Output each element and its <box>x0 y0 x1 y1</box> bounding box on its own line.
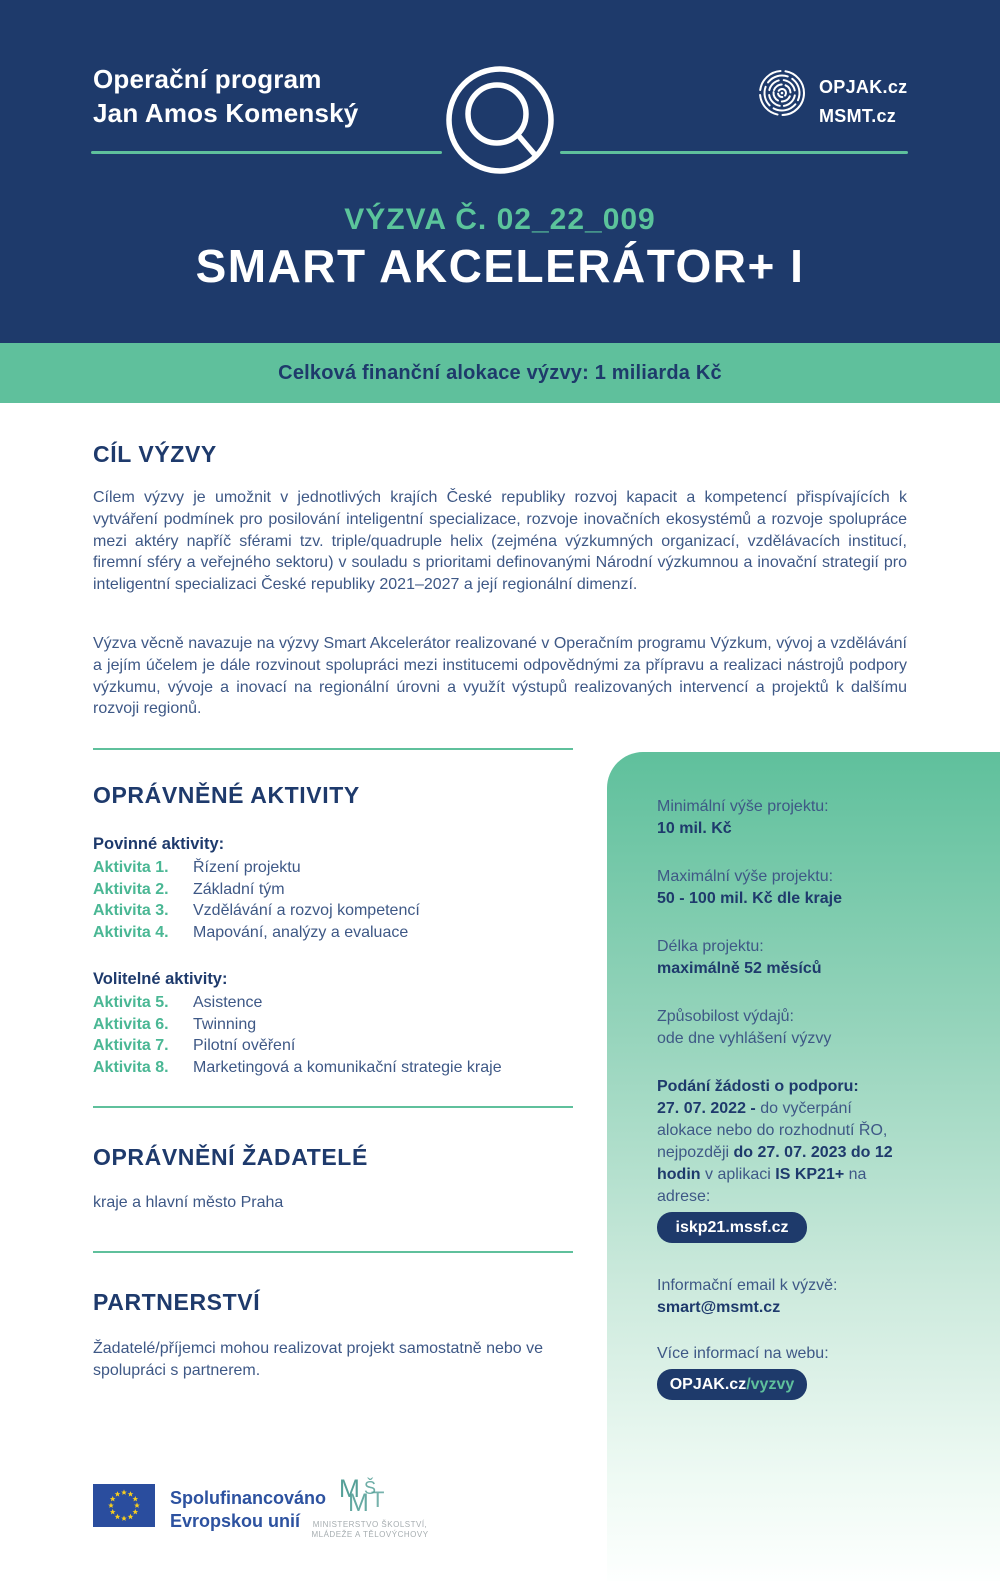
goal-heading: CÍL VÝZVY <box>93 441 217 467</box>
brand-block <box>757 68 907 131</box>
msmt-monogram-icon <box>305 1475 435 1518</box>
eligibility-group <box>657 1006 972 1050</box>
submission-text-1: do vyčerpání alokace nebo do rozhodnutí ŘO, nejpozději <box>657 1100 888 1161</box>
eu-cofinance-line-1: Spolufinancováno <box>170 1488 327 1508</box>
msmt-letter: T <box>371 1487 385 1512</box>
list-item <box>93 992 502 1014</box>
duration-value: maximálně 52 měsíců <box>657 960 822 977</box>
min-amount-label: Minimální výše projektu: <box>657 798 829 815</box>
partnership-heading: PARTNERSTVÍ <box>93 1289 261 1315</box>
submission-date-start: 27. 07. 2022 - <box>657 1100 756 1117</box>
list-item <box>93 1014 502 1036</box>
submission-date-end: do 27. 07. 2023 do 12 hodin <box>657 1144 893 1183</box>
activity-label: Aktivita 3. <box>93 902 169 920</box>
msmt-caption-line-2: MLÁDEŽE A TĚLOVÝCHOVY <box>311 1529 429 1539</box>
section-divider <box>93 1106 573 1108</box>
eu-cofinance-line-2: Evropskou unií <box>170 1511 301 1531</box>
website-link-main: OPJAK.cz <box>669 1375 747 1393</box>
key-facts-card <box>607 752 1000 1581</box>
program-line-2: Jan Amos Komenský <box>93 98 359 128</box>
msmt-caption <box>305 1520 435 1539</box>
program-title <box>93 62 358 130</box>
activity-text: Pilotní ověření <box>193 1037 296 1055</box>
goal-paragraph-1: Cílem výzvy je umožnit v jednotlivých krajích České republiky rozvoj kapacit a kompetencí přispívajících k vytváření podmínek pro posilování inteligentní specializace, rozvoje inovačních ekosystémů a rozvoje spolupráce mezi aktéry napříč sférami tzv. triple/quadruple helix (zejména výzkumných organizací, vzdělávacích institucí, firemní sféry a veřejného sektoru) v souladu s prioritami definovanými Národní výzkumnou a inovační strategií pro inteligentní specializaci České republiky 2021–2027 a její regionální dimenzí. <box>93 489 907 594</box>
activity-label: Aktivita 8. <box>93 1058 169 1076</box>
msmt-logo <box>305 1475 435 1539</box>
min-amount-value: 10 mil. Kč <box>657 820 732 837</box>
eligibility-label: Způsobilost výdajů: <box>657 1008 794 1025</box>
portal-link-button[interactable] <box>657 1212 807 1243</box>
labyrinth-icon <box>757 68 807 118</box>
submission-heading: Podání žádosti o podporu: <box>657 1078 859 1095</box>
activity-label: Aktivita 4. <box>93 923 169 941</box>
activity-text: Twinning <box>193 1015 257 1033</box>
mandatory-activities-list <box>93 857 420 943</box>
header-divider-left <box>91 151 442 154</box>
header <box>0 0 1000 343</box>
min-amount-group <box>657 796 972 840</box>
activity-label: Aktivita 5. <box>93 994 169 1011</box>
list-item <box>93 879 420 901</box>
list-item <box>93 922 420 944</box>
applicants-heading: OPRÁVNĚNÍ ŽADATELÉ <box>93 1144 368 1170</box>
brand-sites <box>819 73 907 131</box>
activities-heading: OPRÁVNĚNÉ AKTIVITY <box>93 782 360 808</box>
portal-link-label: iskp21.mssf.cz <box>675 1218 789 1236</box>
partnership-text: Žadatelé/příjemci mohou realizovat projekt samostatně nebo ve spolupráci s partnerem. <box>93 1340 544 1380</box>
list-item <box>93 1035 502 1057</box>
submission-text-3: na adrese: <box>657 1166 867 1205</box>
activity-text: Řízení projektu <box>193 859 301 876</box>
msmt-caption-line-1: MINISTERSTVO ŠKOLSTVÍ, <box>312 1520 428 1529</box>
activity-text: Základní tým <box>193 880 285 898</box>
list-item <box>93 900 420 922</box>
activity-label: Aktivita 6. <box>93 1015 169 1033</box>
brand-site-msmt: MSMT.cz <box>819 106 897 126</box>
submission-app-name: IS KP21+ <box>775 1166 845 1183</box>
call-number: VÝZVA Č. 02_22_009 <box>344 203 656 236</box>
activity-text: Asistence <box>193 994 263 1011</box>
header-divider-right <box>560 151 908 154</box>
activity-text: Mapování, analýzy a evaluace <box>193 923 409 941</box>
msmt-letter: M <box>339 1475 360 1503</box>
list-item <box>93 1057 502 1079</box>
list-item <box>93 857 420 879</box>
optional-activities-label: Volitelné aktivity: <box>93 970 228 988</box>
allocation-text: Celková finanční alokace výzvy: 1 miliarda Kč <box>278 361 722 384</box>
max-amount-label: Maximální výše projektu: <box>657 868 834 885</box>
website-link-suffix: /vyzvy <box>746 1375 795 1393</box>
eu-cofinance-text <box>170 1487 326 1533</box>
email-label: Informační email k výzvě: <box>657 1277 838 1294</box>
activity-label: Aktivita 1. <box>93 859 169 876</box>
activity-label: Aktivita 7. <box>93 1037 169 1055</box>
duration-group <box>657 936 972 980</box>
applicants-text: kraje a hlavní město Praha <box>93 1194 284 1211</box>
section-divider <box>93 1251 573 1253</box>
max-amount-group <box>657 866 972 910</box>
eligibility-value: ode dne vyhlášení výzvy <box>657 1030 832 1047</box>
msmt-letter: M <box>348 1489 369 1517</box>
magnifier-logo-icon <box>444 64 556 176</box>
submission-text-2: v aplikaci <box>700 1166 776 1183</box>
submission-text <box>657 1098 902 1208</box>
goal-paragraph-2: Výzva věcně navazuje na výzvy Smart Akcelerátor realizované v Operačním programu Výzkum, vývoj a vzdělávání a jejím účelem je dále rozvinout spolupráci mezi institucemi odpovědnými za přípravu a realizaci nástrojů podpory výzkumu, vývoje a inovací na regionální úrovni a využít výstupů realizovaných intervencí a projektů k dalšímu rozvoji regionů. <box>93 635 907 718</box>
email-value: smart@msmt.cz <box>657 1299 781 1316</box>
section-divider <box>93 748 573 750</box>
duration-label: Délka projektu: <box>657 938 764 955</box>
allocation-banner <box>0 343 1000 403</box>
website-link-button[interactable] <box>657 1369 807 1400</box>
msmt-letter: Š <box>364 1478 377 1498</box>
brand-site-opjak: OPJAK.cz <box>819 77 908 97</box>
web-label: Více informací na webu: <box>657 1345 829 1362</box>
eu-flag-logo <box>93 1484 155 1527</box>
activity-text: Vzdělávání a rozvoj kompetencí <box>193 902 420 920</box>
activity-label: Aktivita 2. <box>93 880 169 898</box>
max-amount-value: 50 - 100 mil. Kč dle kraje <box>657 890 842 907</box>
program-line-1: Operační program <box>93 64 322 94</box>
optional-activities-list <box>93 992 502 1078</box>
call-title: SMART AKCELERÁTOR+ I <box>195 240 805 292</box>
activity-text: Marketingová a komunikační strategie kraje <box>193 1058 502 1076</box>
mandatory-activities-label: Povinné aktivity: <box>93 835 225 853</box>
